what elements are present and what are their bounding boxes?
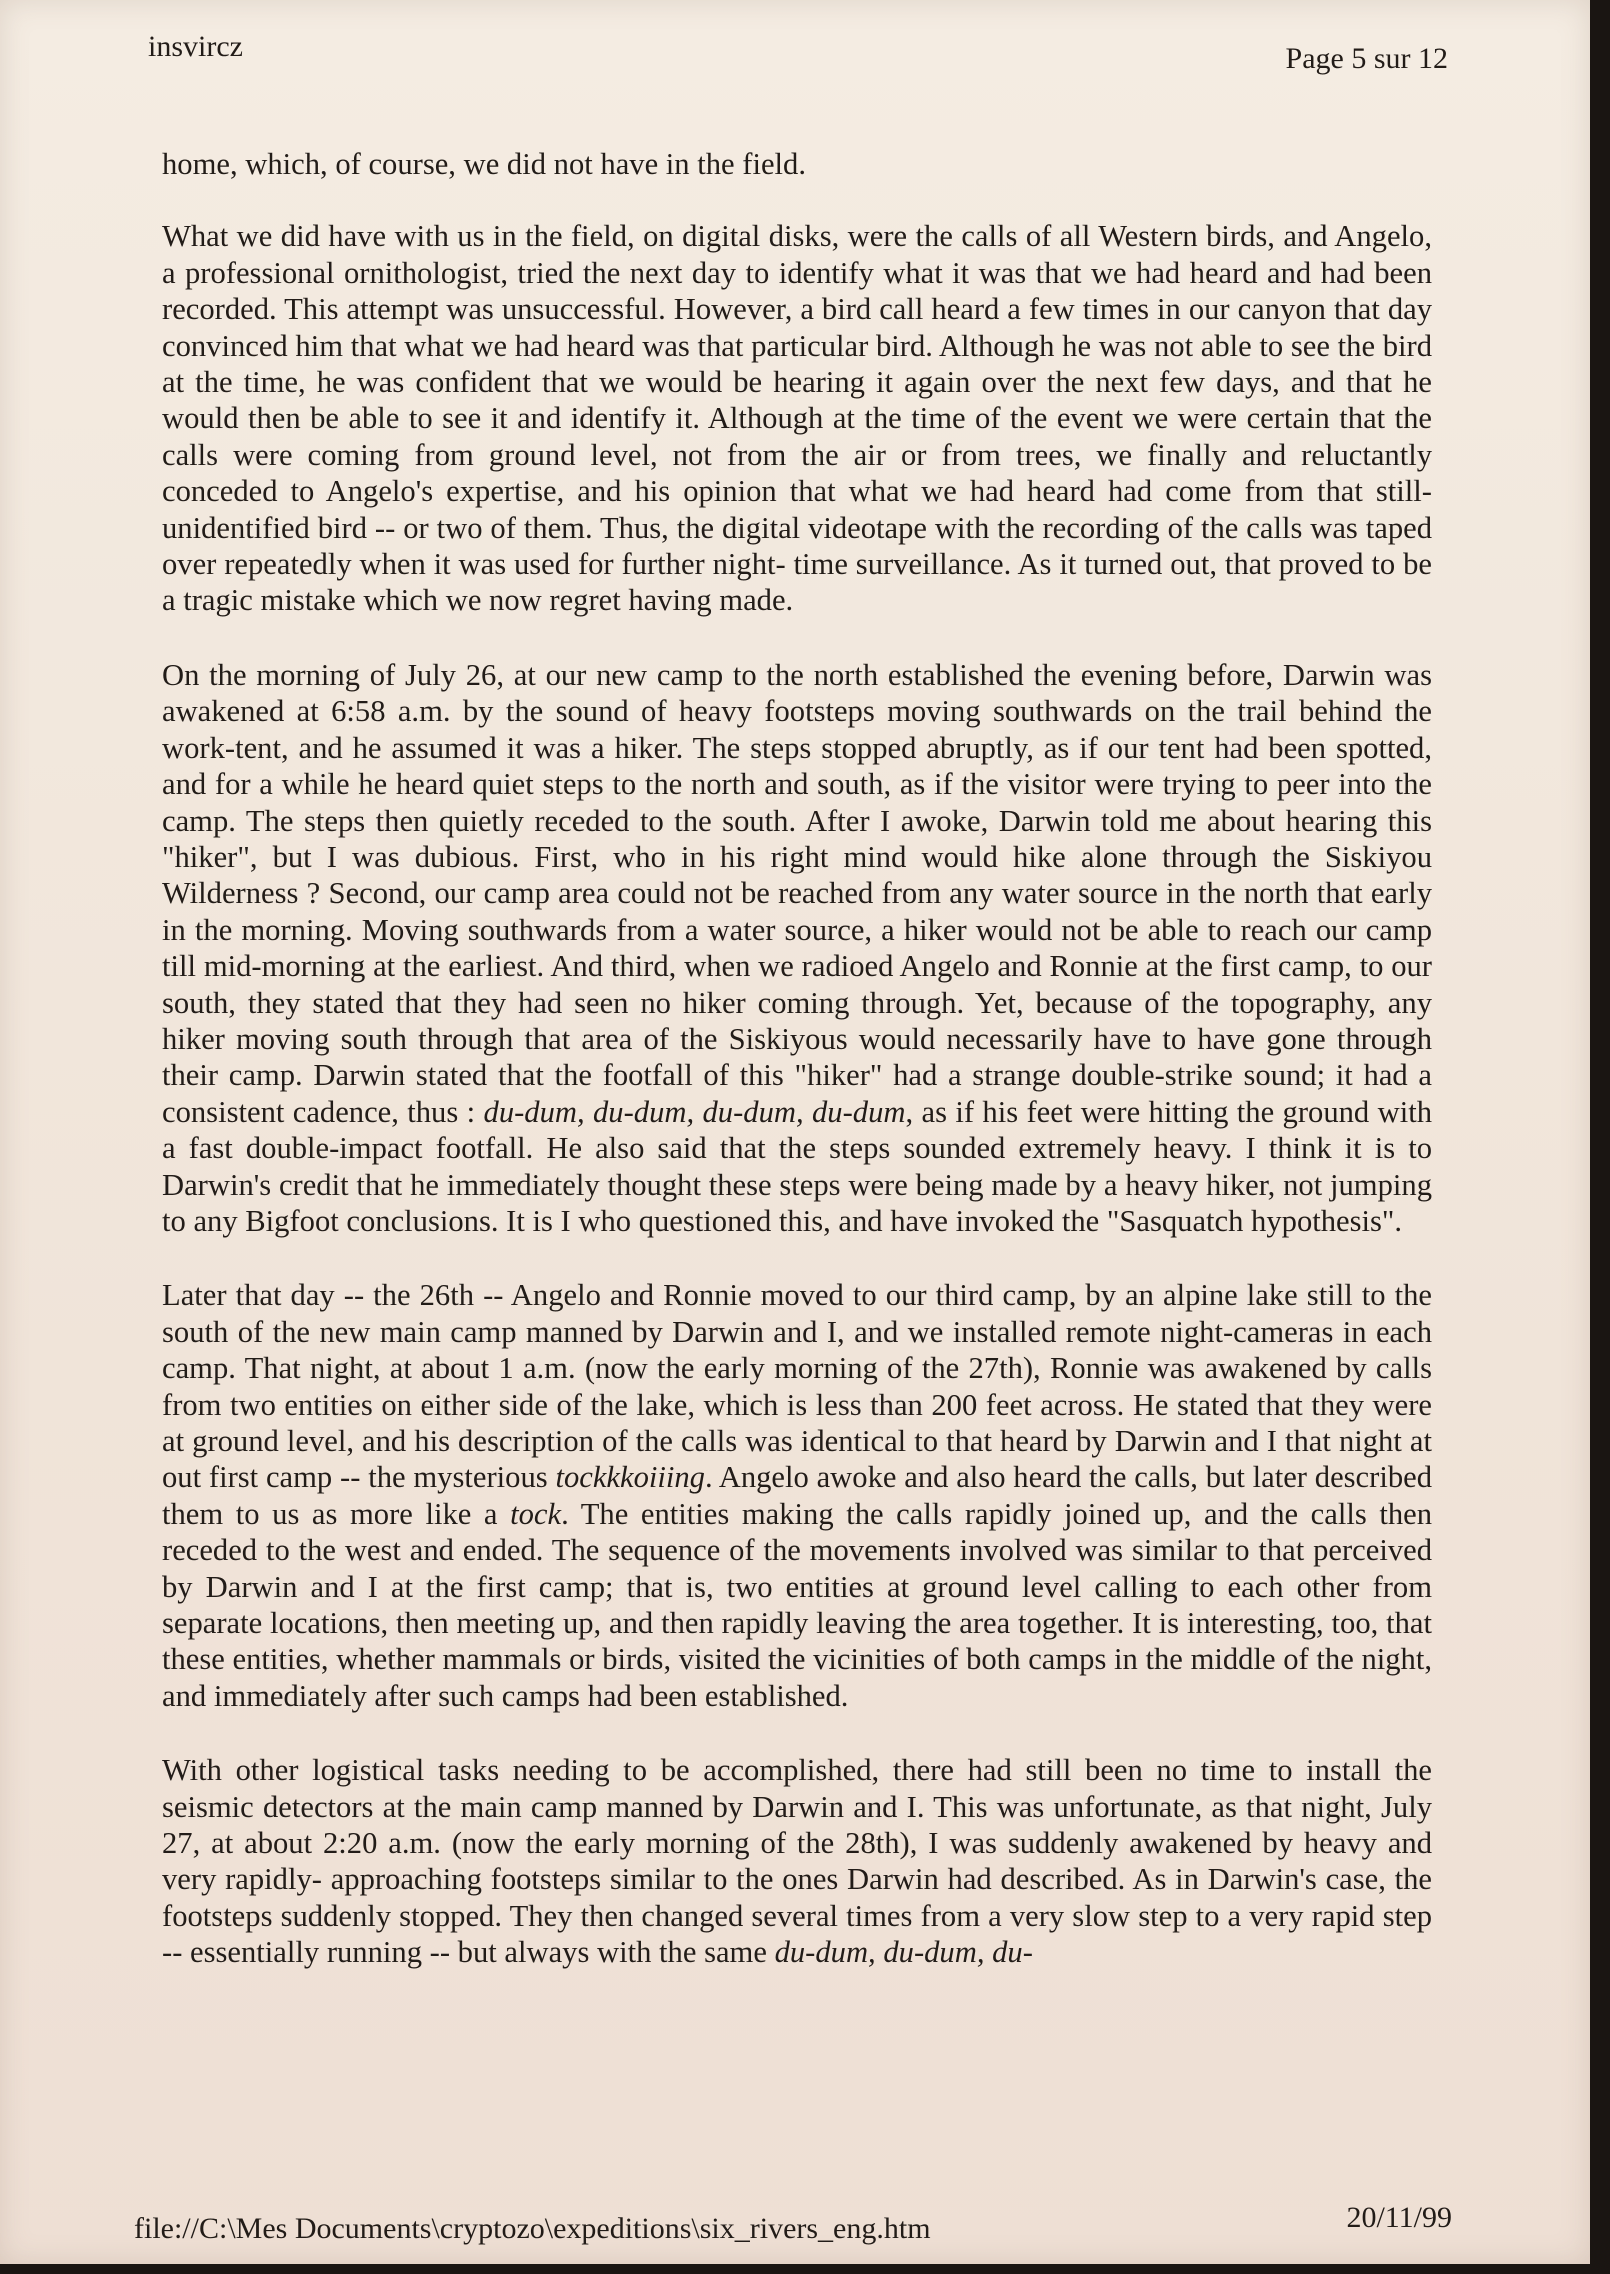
header-left-text: insvircz	[148, 30, 243, 63]
paragraph-1: home, which, of course, we did not have in the field.	[162, 147, 806, 181]
paragraph-5-italic-footfall: du-dum, du-dum, du-	[774, 1935, 1033, 1970]
paragraph-4-text-a: Later that day -- the 26th -- Angelo and Ronnie moved to our third camp, by an alpine lake still to the south of the new main camp manned by Darwin and I, and we installed remote night-cameras in each camp. That night, at about 1 a.m. (now the early morning of the 27th), Ronnie was awakened by calls from two entities on either side of the lake, which is less than 200 feet across. He stated that they were at ground level, and his description of the calls was identical to that heard by Darwin and I that night at out first camp -- the mysterious	[162, 1278, 1432, 1495]
footer-date: 20/11/99	[1346, 2201, 1452, 2234]
footer-file-path: file://C:\Mes Documents\cryptozo\expeditions\six_rivers_eng.htm	[134, 2212, 931, 2245]
paragraph-5-text-a: With other logistical tasks needing to be accomplished, there had still been no time to install the seismic detectors at the main camp manned by Darwin and I. This was unfortunate, as that night, July 27, at about 2:20 a.m. (now the early morning of the 28th), I was suddenly awakened by heavy and very rapidly- approaching footsteps similar to the ones Darwin had described. As in Darwin's case, the footsteps suddenly stopped. They then changed several times from a very slow step to a very rapid step -- essentially running -- but always with the same	[162, 1753, 1432, 1970]
paragraph-3-text-c: , as if his feet were hitting the ground with a fast double-impact footfall. He also said that the steps sounded extremely heavy. I think it is to Darwin's credit that he immediately thought these steps were being made by a heavy hiker, not jumping to any Bigfoot conclusions. It is I who questioned this, and have invoked the "Sasquatch hypothesis".	[162, 1094, 1432, 1238]
paragraph-3-italic-footfall: du-dum, du-dum, du-dum, du-dum	[483, 1094, 906, 1129]
paragraph-4-italic-tock: tock	[510, 1496, 562, 1531]
page-number: Page 5 sur 12	[1285, 42, 1448, 75]
paragraph-3	[162, 657, 1432, 1240]
paragraph-4-text-e: . The entities making the calls rapidly joined up, and the calls then receded to the west and ended. The sequence of the movements involved was similar to that perceived by Darwin and I at the first camp; that is, two entities at ground level calling to each other from separate locations, then meeting up, and then rapidly leaving the area together. It is interesting, too, that these entities, whether mammals or birds, visited the vicinities of both camps in the middle of the night, and immediately after such camps had been established.	[162, 1496, 1432, 1713]
paragraph-5	[162, 1752, 1432, 1970]
body-text	[162, 146, 1432, 2009]
paragraph-4	[162, 1277, 1432, 1714]
paragraph-4-text-c: . Angelo awoke and also heard the calls, but later described them to us as more like a	[162, 1460, 1432, 1531]
paragraph-4-italic-call: tockkkoiiing	[555, 1460, 705, 1495]
paragraph-2: What we did have with us in the field, on digital disks, were the calls of all Western birds, and Angelo, a professional ornithologist, tried the next day to identify what it was that we had heard and had been recorded. This attempt was unsuccessful. However, a bird call heard a few times in our canyon that day convinced him that what we had heard was that particular bird. Although he was not able to see the bird at the time, he was confident that we would be hearing it again over the next few days, and that he would then be able to see it and identify it. Although at the time of the event we were certain that the calls were coming from ground level, not from the air or from trees, we finally and reluctantly conceded to Angelo's expertise, and his opinion that what we had heard had come from that still-unidentified bird -- or two of them. Thus, the digital videotape with the recording of the calls was taped over repeatedly when it was used for further night- time surveillance. As it turned out, that proved to be a tragic mistake which we now regret having made.	[162, 219, 1432, 618]
paragraph-3-text-a: On the morning of July 26, at our new camp to the north established the evening before, Darwin was awakened at 6:58 a.m. by the sound of heavy footsteps moving southwards on the trail behind the work-tent, and he assumed it was a hiker. The steps stopped abruptly, as if our tent had been spotted, and for a while he heard quiet steps to the north and south, as if the visitor were trying to peer into the camp. The steps then quietly receded to the south. After I awoke, Darwin told me about hearing this "hiker", but I was dubious. First, who in his right mind would hike alone through the Siskiyou Wilderness ? Second, our camp area could not be reached from any water source in the north that early in the morning. Moving southwards from a water source, a hiker would not be able to reach our camp till mid-morning at the earliest. And third, when we radioed Angelo and Ronnie at the first camp, to our south, they stated that they had seen no hiker coming through. Yet, because of the topography, any hiker moving south through that area of the Siskiyous would necessarily have to have gone through their camp. Darwin stated that the footfall of this "hiker" had a strange double-strike sound; it had a consistent cadence, thus :	[162, 657, 1432, 1129]
